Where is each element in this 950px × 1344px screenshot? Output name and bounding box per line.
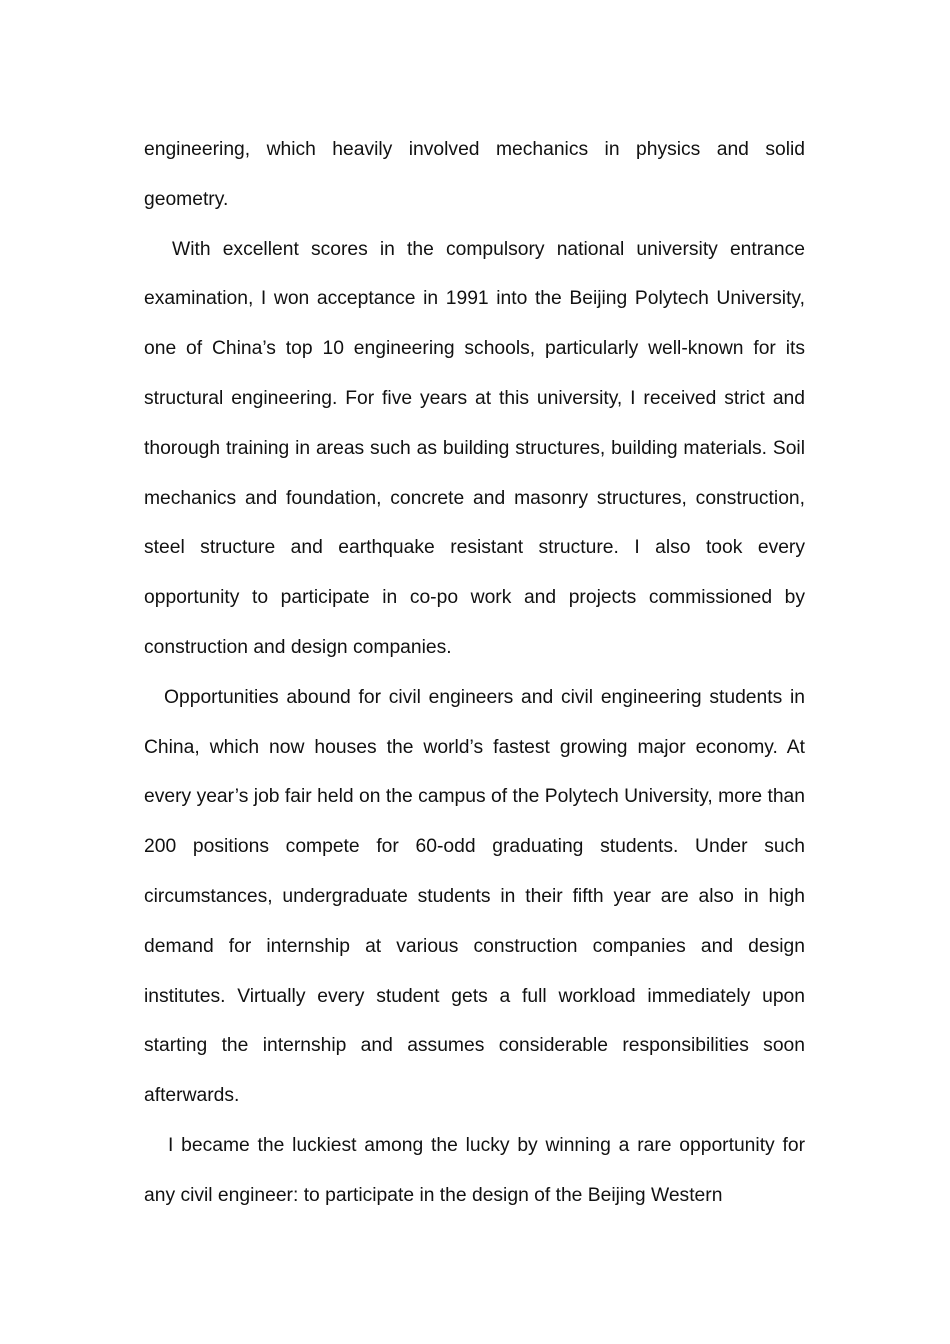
paragraph-1: engineering, which heavily involved mechanics in physics and solid geometry.: [144, 139, 805, 210]
paragraph-4: I became the luckiest among the lucky by winning a rare opportunity for any civil engineer: to participate in the design of the Beijing Western: [144, 1134, 805, 1206]
paragraph-3: Opportunities abound for civil engineers and civil engineering students in China, which now houses the world’s fastest growing major economy. At every year’s job fair held on the campus of the Polytech University, more than 200 positions compete for 60-odd graduating students. Under such circumstances, undergraduate students in their fifth year are also in high demand for internship at various construction companies and design institutes. Virtually every student gets a full workload immediately upon starting the internship and assumes considerable responsibilities soon afterwards.: [144, 686, 805, 1107]
paragraph-2: With excellent scores in the compulsory national university entrance examination, I won acceptance in 1991 into the Beijing Polytech University, one of China’s top 10 engineering schools, particularly well-known for its structural engineering. For five years at this university, I received strict and thorough training in areas such as building structures, building materials. Soil mechanics and foundation, concrete and masonry structures, construction, steel structure and earthquake resistant structure. I also took every opportunity to participate in co-po work and projects commissioned by construction and design companies.: [144, 238, 805, 658]
document-body: [144, 125, 805, 1221]
